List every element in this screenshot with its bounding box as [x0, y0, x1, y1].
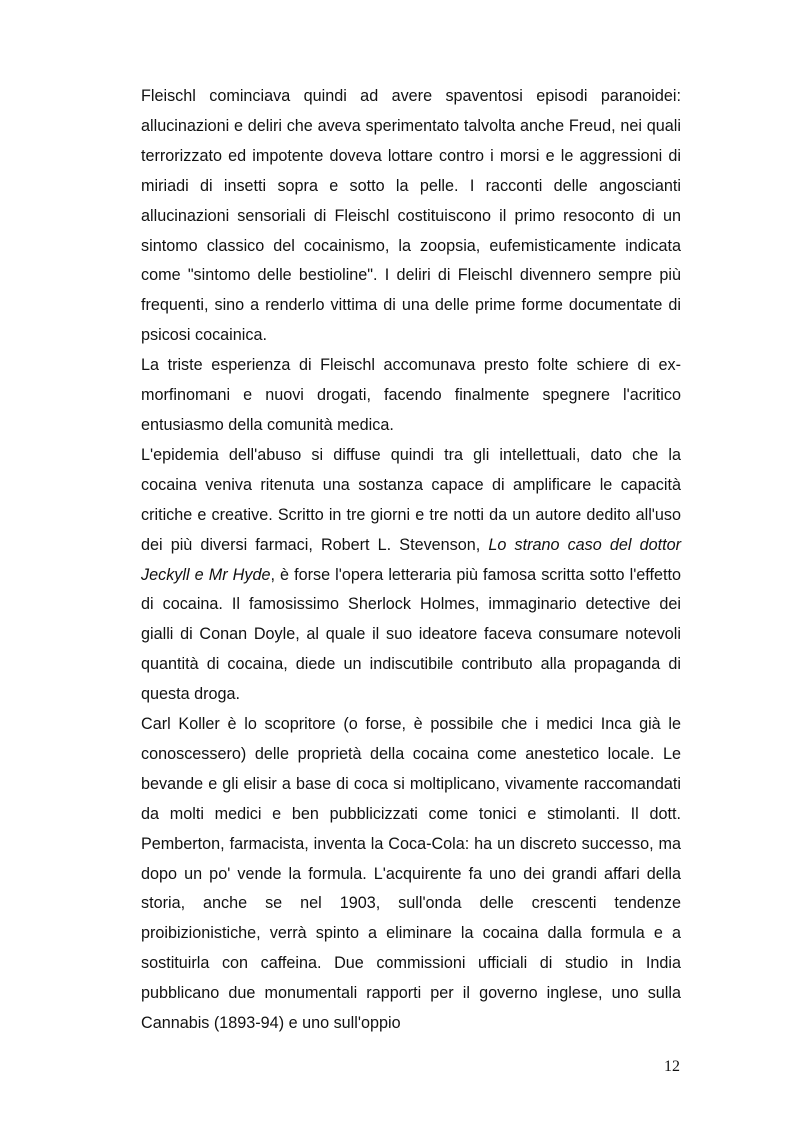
page-number: 12: [664, 1058, 680, 1075]
paragraph-intellectuals-epidemic: [141, 441, 681, 710]
paragraph-fleischl-paranoia: Fleischl cominciava quindi ad avere spaventosi episodi paranoidei: allucinazioni e deliri che aveva sperimentato talvolta anche Freud, nei quali terrorizzato ed impotente doveva lottare contro i morsi e le aggressioni di miriadi di insetti sopra e sotto la pelle. I racconti delle angoscianti allucinazioni sensoriali di Fleischl costituiscono il primo resoconto di un sintomo classico del cocainismo, la zoopsia, eufemisticamente indicata come "sintomo delle bestioline". I deliri di Fleischl divennero sempre più frequenti, sino a renderlo vittima di una delle prime forme documentate di psicosi cocainica.: [141, 87, 681, 345]
paragraph-text-after-title: , è forse l'opera letteraria più famosa scritta sotto l'effetto di cocaina. Il famosissimo Sherlock Holmes, immaginario detective dei gialli di Conan Doyle, al quale il suo ideatore faceva consumare notevoli quantità di cocaina, diede un indiscutibile contributo alla propaganda di questa droga.: [141, 565, 681, 704]
paragraph-koller-coca: Carl Koller è lo scopritore (o forse, è possibile che i medici Inca già le conoscessero) delle proprietà della cocaina come anestetico locale. Le bevande e gli elisir a base di coca si moltiplicano, vivamente raccomandati da molti medici e ben pubblicizzati come tonici e stimolanti. Il dott. Pemberton, farmacista, inventa la Coca-Cola: ha un discreto successo, ma dopo un po' vende la formula. L'acquirente fa uno dei grandi affari della storia, anche se nel 1903, sull'onda delle crescenti tendenze proibizionistiche, verrà spinto a eliminare la cocaina dalla formula e a sostituirla con caffeina. Due commissioni ufficiali di studio in India pubblicano due monumentali rapporti per il governo inglese, uno sulla Cannabis (1893-94) e uno sull'oppio: [141, 715, 681, 1033]
paragraph-fleischl-experience: La triste esperienza di Fleischl accomunava presto folte schiere di ex-morfinomani e nuovi drogati, facendo finalmente spegnere l'acritico entusiasmo della comunità medica.: [141, 356, 681, 434]
body-text: [141, 82, 681, 1039]
paragraph-text-before-title: L'epidemia dell'abuso si diffuse quindi tra gli intellettuali, dato che la cocaina veniva ritenuta una sostanza capace di amplificare le capacità critiche e creative. Scritto in tre giorni e tre notti da un autore dedito all'uso dei più diversi farmaci, Robert L. Stevenson,: [141, 445, 681, 554]
book-title: Lo strano caso del dottor Jeckyll e Mr Hyde: [141, 535, 681, 584]
